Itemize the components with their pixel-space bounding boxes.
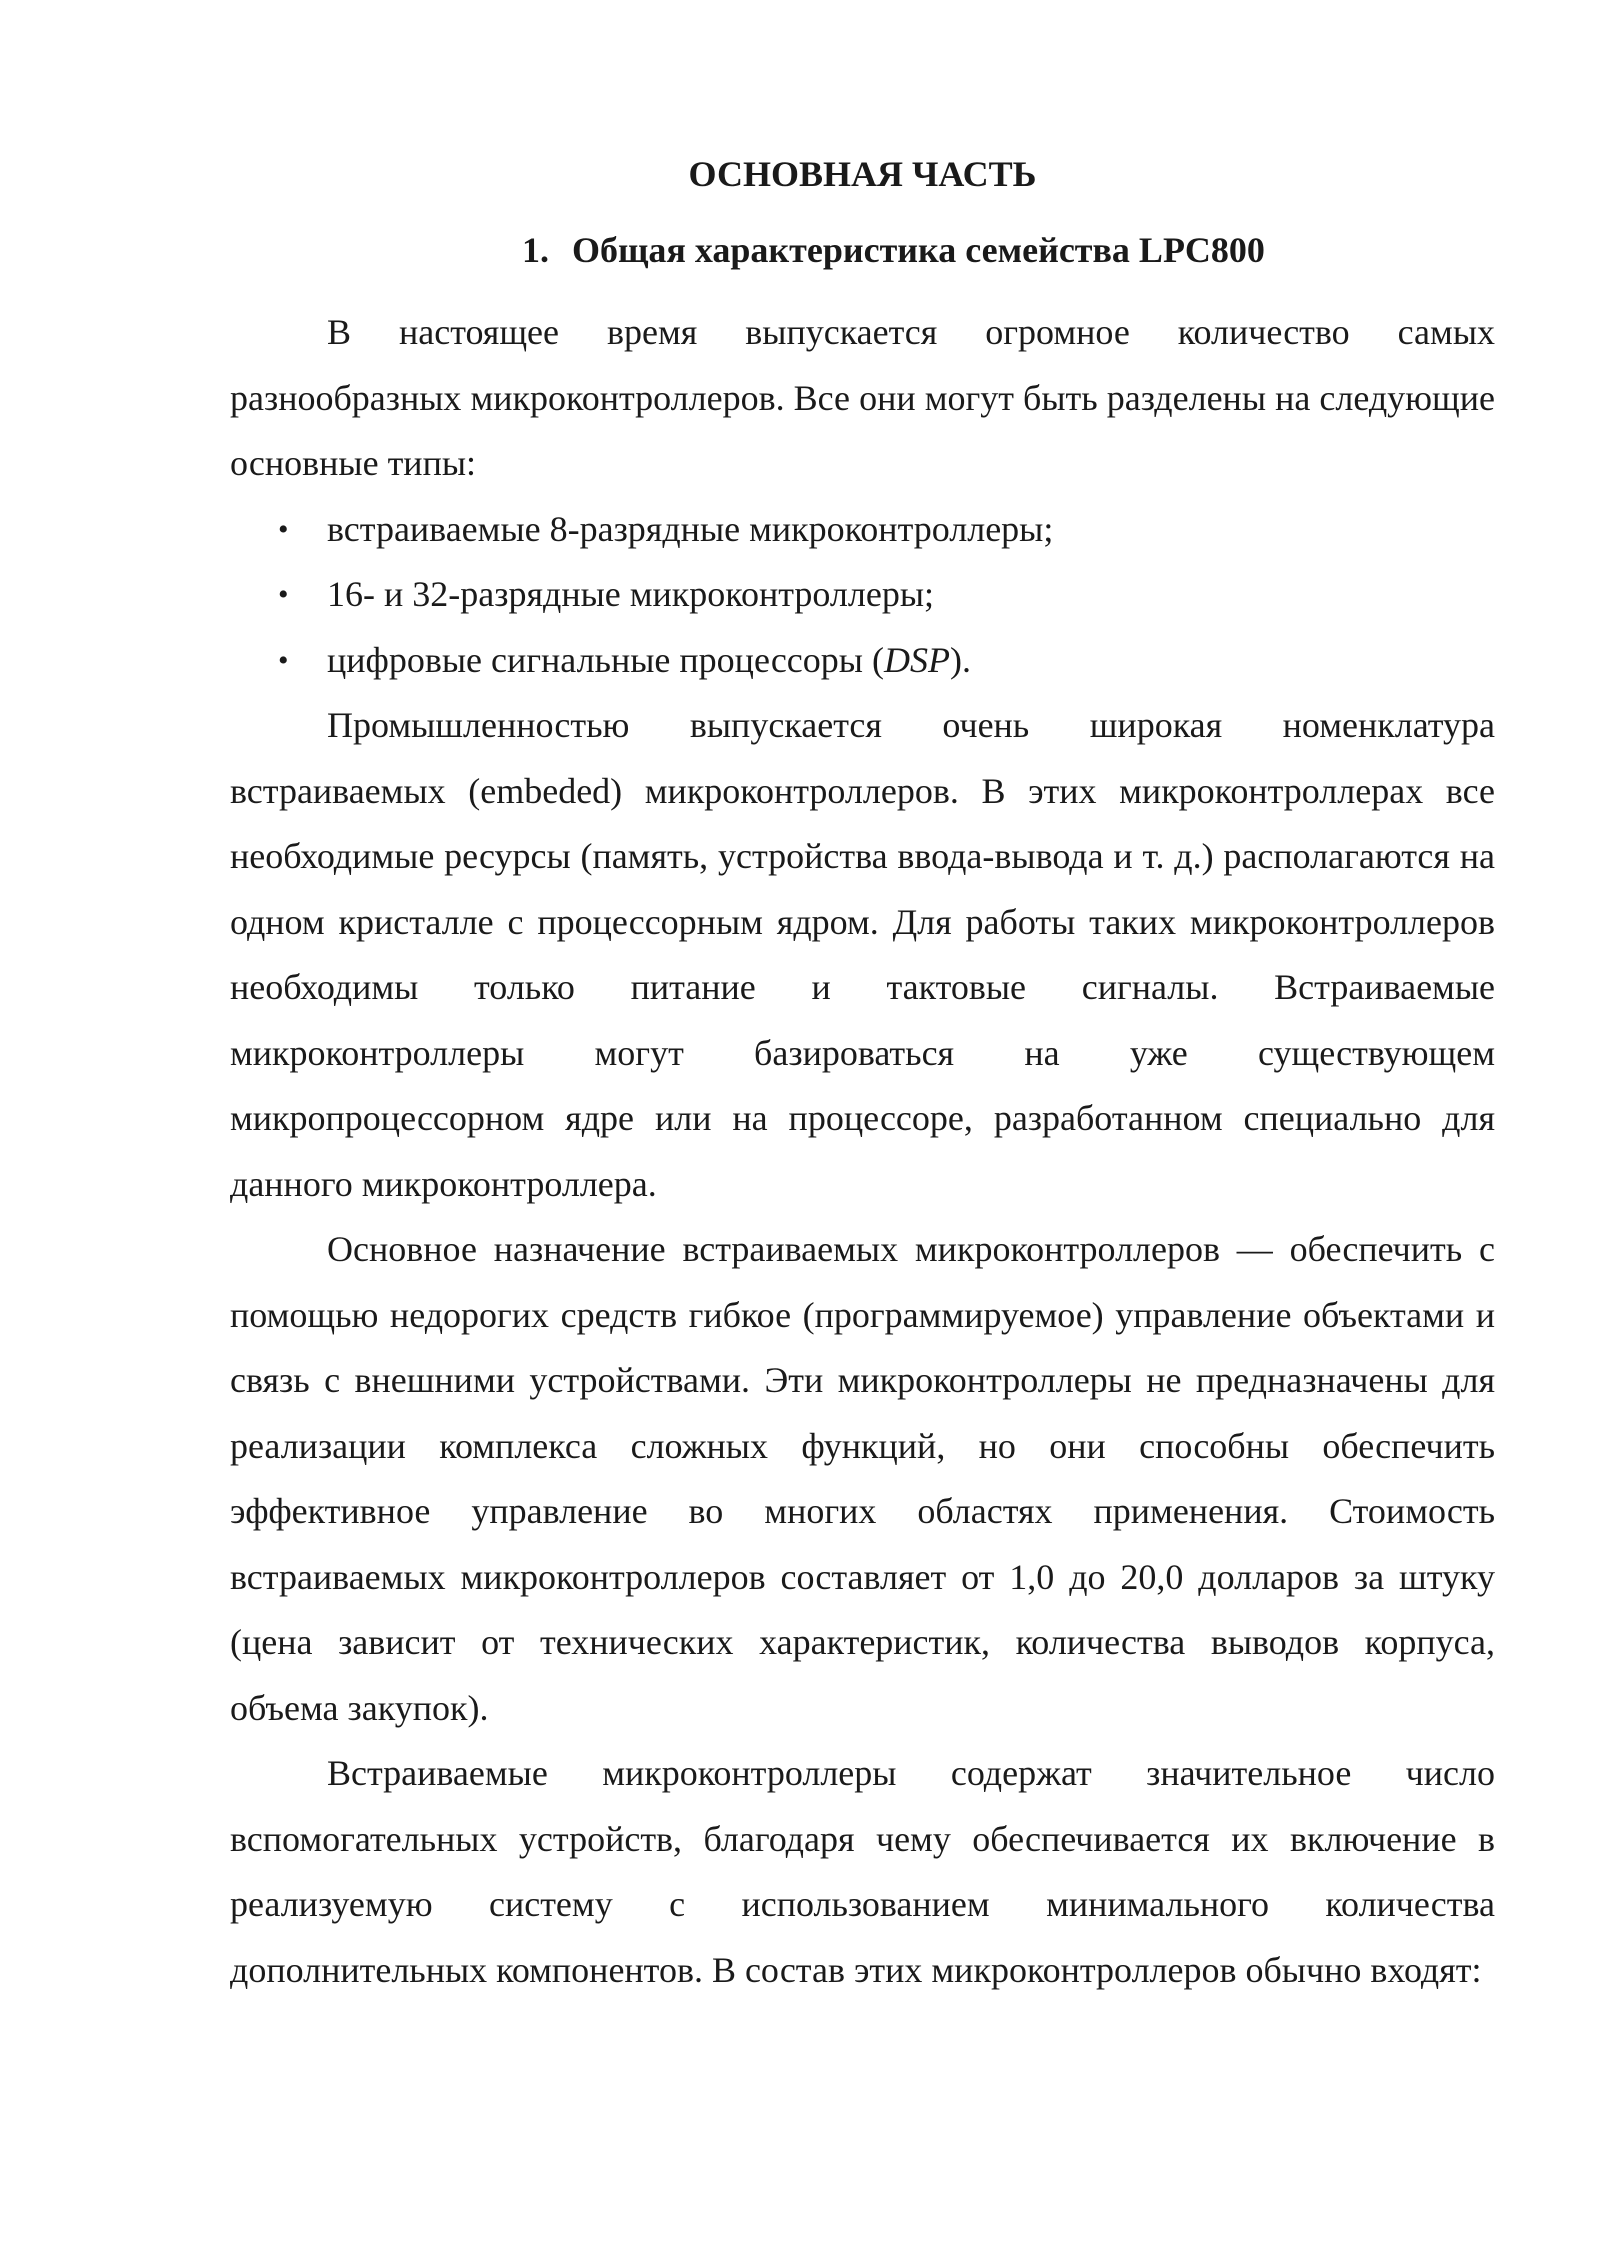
paragraph-components: Встраиваемые микроконтроллеры содержат значительное число вспомогательных устройств, благодаря чему обеспечивается их включение в реализуемую систему с использованием минимального количества дополнительных компонентов. В состав этих микроконтроллеров обычно входят: xyxy=(230,1753,1495,1990)
section-heading xyxy=(230,226,1495,274)
section-number: 1. xyxy=(522,230,549,270)
list-item-text: встраиваемые 8-разрядные микроконтроллеры; xyxy=(327,508,1054,549)
list-item xyxy=(230,562,1495,628)
list-item-text: 16- и 32-разрядные микроконтроллеры; xyxy=(327,574,935,614)
paragraph-intro: В настоящее время выпускается огромное количество самых разнообразных микроконтроллеров. Все они могут быть разделены на следующие основные типы: xyxy=(230,312,1495,483)
document-page xyxy=(230,150,1495,2003)
types-list xyxy=(230,497,1495,694)
list-item xyxy=(230,497,1495,563)
list-item xyxy=(230,628,1495,694)
paragraph-purpose: Основное назначение встраиваемых микроконтроллеров — обеспечить с помощью недорогих средств гибкое (программируемое) управление объектами и связь с внешними устройствами. Эти микроконтроллеры не предназначены для реализации комплекса сложных функций, но они способны обеспечить эффективное управление во многих областях применения. Стоимость встраиваемых микроконтроллеров составляет от 1,0 до 20,0 долларов за штуку (цена зависит от технических характеристик, количества выводов корпуса, объема закупок). xyxy=(230,1229,1495,1728)
list-item-text-italic: DSP xyxy=(883,639,950,680)
paragraph-embedded: Промышленностью выпускается очень широкая номенклатура встраиваемых (embeded) микроконтроллеров. В этих микроконтроллерах все необходимые ресурсы (память, устройства ввода-вывода и т. д.) располагаются на одном кристалле с процессорным ядром. Для работы таких микроконтроллеров необходимы только питание и тактовые сигналы. Встраиваемые микроконтроллеры могут базироваться на уже существующем микропроцессорном ядре или на процессоре, разработанном специально для данного микроконтроллера. xyxy=(230,705,1495,1204)
list-item-text-before: цифровые сигнальные процессоры ( xyxy=(327,639,884,680)
bullet-icon: • xyxy=(278,643,289,677)
section-title: Общая характеристика семейства LPC800 xyxy=(572,230,1265,270)
bullet-icon: • xyxy=(278,512,289,546)
main-title: ОСНОВНАЯ ЧАСТЬ xyxy=(688,154,1037,194)
list-item-text-after: ). xyxy=(949,639,971,680)
bullet-icon: • xyxy=(278,578,289,611)
